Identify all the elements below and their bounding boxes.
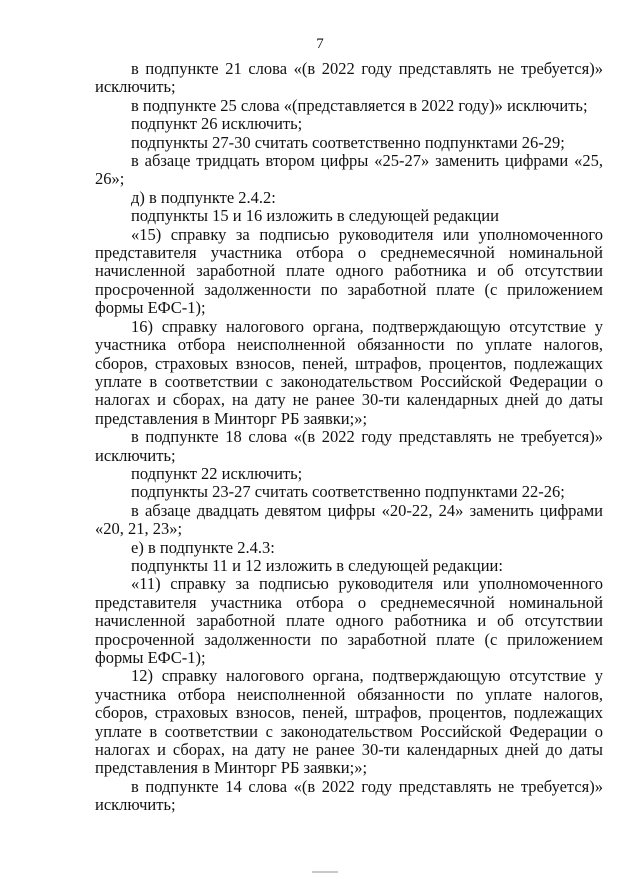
paragraph: подпункты 27-30 считать соответственно подпунктами 26-29; xyxy=(131,132,565,152)
paragraph: в подпункте 14 слова «(в 2022 году представлять не требуется)» исключить; xyxy=(95,776,603,815)
paragraph: в абзаце тридцать втором цифры «25-27» заменить цифрами «25, 26»; xyxy=(95,151,603,189)
paragraph: 12) справку налогового органа, подтверждающую отсутствие у участника отбора неисполненной обязанности по уплате налогов, сборов, страховых взносов, пеней, штрафов, процентов, подлежащих уплате в соответствии с законодательством Российской Федерации о налогах и сборах, на дату не ранее 30-ти календарных дней до даты представления в Минторг РБ заявки;»; xyxy=(95,666,603,778)
document-body xyxy=(95,60,603,815)
paragraph: в подпункте 25 слова «(представляется в 2022 году)» исключить; xyxy=(131,95,588,115)
paragraph: 16) справку налогового органа, подтверждающую отсутствие у участника отбора неисполненной обязанности по уплате налогов, сборов, страховых взносов, пеней, штрафов, процентов, подлежащих уплате в соответствии с законодательством Российской Федерации о налогах и сборах, на дату не ранее 30-ти календарных дней до даты представления в Минторг РБ заявки;»; xyxy=(95,316,603,428)
paragraph: «11) справку за подписью руководителя или уполномоченного представителя участника отбора о среднемесячной номинальной начисленной заработной плате одного работника и об отсутствии просроченной задолженности по заработной плате (с приложением формы ЕФС-1); xyxy=(95,574,603,667)
paragraph: подпункты 23-27 считать соответственно подпунктами 22-26; xyxy=(131,482,565,502)
paragraph: в абзаце двадцать девятом цифры «20-22, 24» заменить цифрами «20, 21, 23»; xyxy=(95,500,603,539)
paragraph: е) в подпункте 2.4.3: xyxy=(131,537,275,557)
page-number: 7 xyxy=(316,36,324,52)
paragraph: подпункты 15 и 16 изложить в следующей редакции xyxy=(131,206,499,226)
paragraph: в подпункте 21 слова «(в 2022 году представлять не требуется)» исключить; xyxy=(95,59,603,97)
paragraph: подпункты 11 и 12 изложить в следующей редакции: xyxy=(131,555,503,575)
paragraph: подпункт 26 исключить; xyxy=(131,114,303,134)
paragraph: подпункт 22 исключить; xyxy=(131,463,303,483)
paragraph: «15) справку за подписью руководителя или уполномоченного представителя участника отбора о среднемесячной номинальной начисленной заработной плате одного работника и об отсутствии просроченной задолженности по заработной плате (с приложением формы ЕФС-1); xyxy=(95,224,603,318)
paragraph: д) в подпункте 2.4.2: xyxy=(131,187,276,207)
scan-mark xyxy=(312,871,338,873)
paragraph: в подпункте 18 слова «(в 2022 году представлять не требуется)» исключить; xyxy=(95,427,603,465)
